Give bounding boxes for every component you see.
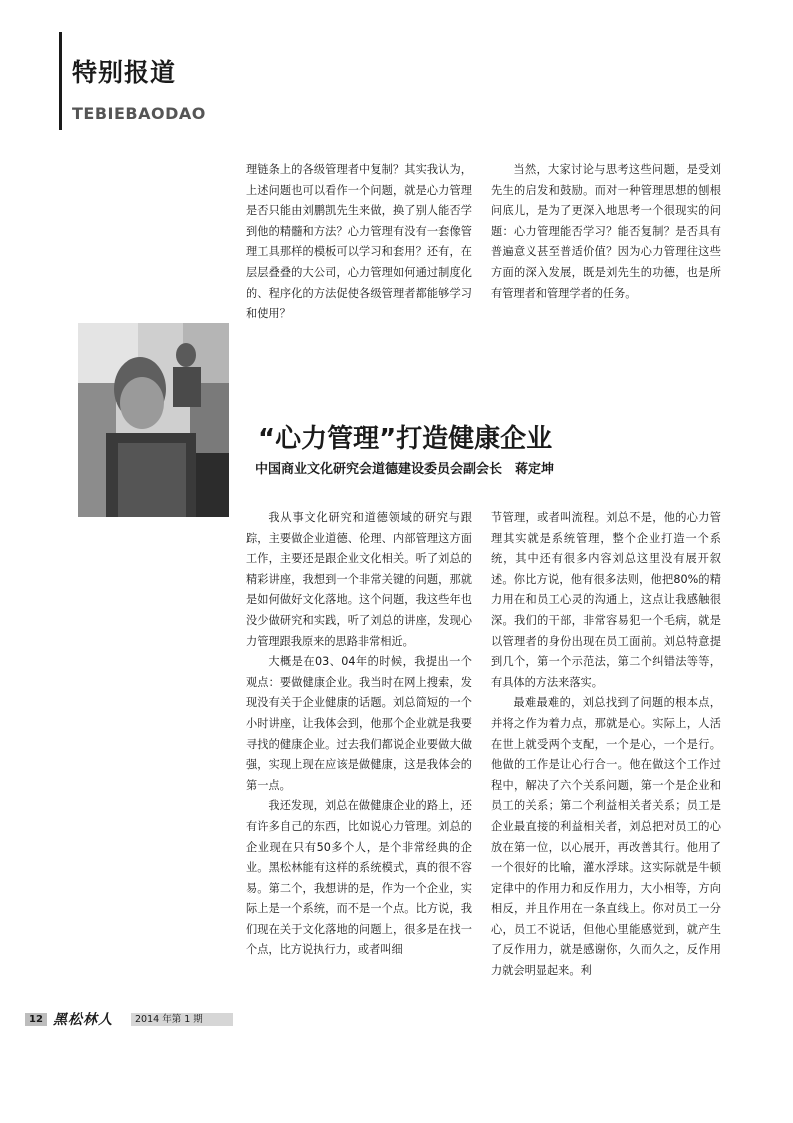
page-number: 12	[25, 1013, 47, 1026]
body-right-column	[491, 508, 721, 982]
paragraph: 理链条上的各级管理者中复制？其实我认为，上述问题也可以看作一个问题，就是心力管理是否只能由刘鹏凯先生来做，换了别人能否学到他的精髓和方法？心力管理有没有一套像管理工具那样的模板可以学习和套用？还有，在层层叠叠的大公司，心力管理如何通过制度化的、程序化的方法促使各级管理者都能够学习和使用？	[246, 163, 472, 321]
paragraph: 当然，大家讨论与思考这些问题，是受刘先生的启发和鼓励。而对一种管理思想的刨根问底儿，是为了更深入地思考一个很现实的问题：心力管理能否学习？能否复制？是否具有普遍意义甚至普适价值？因为心力管理往这些方面的深入发展，既是刘先生的功德，也是所有管理者和管理学者的任务。	[491, 163, 721, 300]
speaker-photo	[78, 323, 229, 517]
paragraph: 节管理，或者叫流程。刘总不是，他的心力管理其实就是系统管理，整个企业打造一个系统，其中还有很多内容刘总这里没有展开叙述。你比方说，他有很多法则，他把80%的精力用在和员工心灵的沟通上，这点让我感触很深。我们的干部，非常容易犯一个毛病，就是以管理者的身份出现在员工面前。刘总特意提到几个，第一个示范法，第二个纠错法等等，有具体的方法来落实。	[491, 511, 721, 689]
paragraph: 最难最难的，刘总找到了问题的根本点，并将之作为着力点，那就是心。实际上，人活在世上就受两个支配，一个是心，一个是行。他做的工作是让心行合一。他在做这个工作过程中，解决了六个关系问题，第一个是企业和员工的关系；第二个利益相关者关系；员工是企业最直接的利益相关者，刘总把对员工的心放在第一位，以心展开，再改善其行。他用了一个很好的比喻，灌水浮球。这实际就是牛顿定律中的作用力和反作用力，大小相等，方向相反，并且作用在一条直线上。你对员工一分心，员工不说话，但他心里能感觉到，就产生了反作用力，就是感谢你，久而久之，反作用力就会明显起来。利	[491, 696, 721, 978]
speaker-photo-image	[78, 323, 229, 517]
section-bar	[59, 32, 62, 130]
top-left-column	[246, 160, 472, 325]
section-subtitle: TEBIEBAODAO	[72, 104, 206, 123]
paragraph: 我还发现，刘总在做健康企业的路上，还有许多自己的东西，比如说心力管理。刘总的企业现在只有50多个人，是个非常经典的企业。黑松林能有这样的系统模式，真的很不容易。第二个，我想讲的是，作为一个企业，实际上是一个系统，而不是一个点。比方说，我们现在关于文化落地的问题上，很多是在找一个点，比方说执行力，或者叫细	[246, 799, 472, 957]
page-footer	[25, 1013, 233, 1026]
article-byline: 中国商业文化研究会道德建设委员会副会长 蒋定坤	[255, 462, 555, 477]
article-headline: “心力管理”打造健康企业	[258, 424, 553, 454]
issue-label: 2014 年第 1 期	[131, 1013, 233, 1026]
top-right-column	[491, 160, 721, 304]
paragraph: 我从事文化研究和道德领域的研究与跟踪，主要做企业道德、伦理、内部管理这方面工作，主要还是跟企业文化相关。听了刘总的精彩讲座，我想到一个非常关键的问题，那就是如何做好文化落地。这个问题，我这些年也没少做研究和实践，听了刘总的讲座，发现心力管理跟我原来的思路非常相近。	[246, 511, 472, 648]
body-left-column	[246, 508, 472, 961]
section-title: 特别报道	[72, 58, 177, 87]
magazine-logo: 黑松林人	[53, 1012, 113, 1028]
paragraph: 大概是在03、04年的时候，我提出一个观点：要做健康企业。我当时在网上搜索，发现没有关于企业健康的话题。刘总简短的一个小时讲座，让我体会到，他那个企业就是我要寻找的健康企业。过去我们都说企业要做大做强，实现上现在应该是做健康，这是我体会的第一点。	[246, 655, 472, 792]
